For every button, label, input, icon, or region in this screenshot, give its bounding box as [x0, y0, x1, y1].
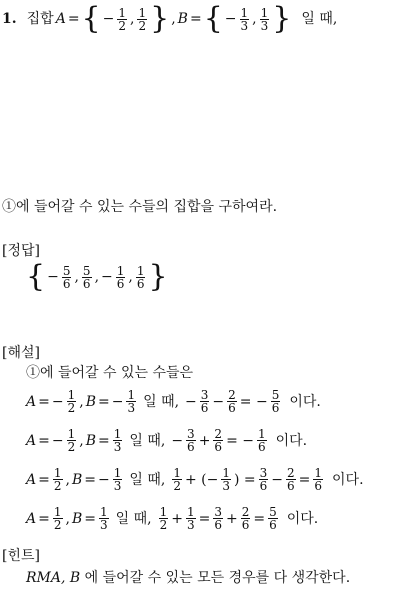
numerator: 1	[116, 263, 125, 278]
denominator: 6	[228, 401, 236, 415]
denominator: 2	[67, 440, 76, 454]
numerator: 1	[159, 505, 168, 519]
denominator: 3	[99, 518, 108, 532]
fraction	[159, 506, 169, 531]
fraction	[113, 467, 123, 492]
minus-sign: −	[111, 393, 124, 410]
fraction	[62, 265, 72, 290]
minus-sign: −	[47, 269, 59, 285]
numerator: 2	[241, 505, 250, 519]
numerator: 2	[228, 388, 236, 402]
denominator: 3	[113, 440, 122, 454]
operator: +	[198, 432, 211, 449]
denominator: 6	[214, 518, 222, 532]
operator: ) =	[233, 471, 256, 488]
denominator: 2	[53, 518, 62, 532]
when-text: 일 때,	[129, 471, 166, 488]
close-brace: }	[150, 1, 170, 36]
open-brace: {	[203, 1, 223, 36]
numerator: 1	[67, 388, 76, 402]
comma: ,	[74, 269, 79, 285]
equals-sign: =	[67, 11, 80, 27]
var-a: A	[26, 510, 37, 527]
when-text: 일 때,	[115, 510, 152, 527]
minus-sign: −	[101, 269, 113, 285]
denominator: 6	[200, 401, 209, 415]
operator: −	[185, 393, 197, 410]
fraction	[213, 428, 223, 453]
numerator: 5	[271, 388, 280, 402]
fraction	[113, 428, 123, 453]
var-b: B	[85, 432, 96, 449]
numerator: 5	[82, 263, 91, 278]
solution-line	[26, 460, 364, 499]
denominator: 6	[214, 440, 223, 454]
denominator: 2	[159, 518, 168, 532]
fraction	[268, 506, 278, 531]
operator: =	[298, 471, 311, 488]
fraction	[257, 428, 267, 453]
question-text: ①에 들어갈 수 있는 수들의 집합을 구하여라.	[2, 199, 278, 215]
fraction	[53, 506, 63, 531]
answer-items	[47, 265, 146, 290]
numerator: 1	[136, 263, 145, 278]
hint-heading: [힌트]	[2, 548, 40, 564]
fraction	[53, 467, 63, 492]
fraction	[67, 428, 77, 453]
numerator: 3	[200, 388, 209, 402]
fraction	[213, 506, 223, 531]
numerator: 1	[53, 466, 62, 480]
minus-sign: −	[97, 471, 110, 488]
fraction: $\frac{1}{2}$	[118, 5, 127, 33]
comma: ,	[79, 393, 84, 410]
fraction	[259, 467, 269, 492]
comma: ,	[94, 269, 100, 285]
operator: +	[225, 510, 238, 527]
fraction	[186, 506, 196, 531]
numerator: 1	[173, 466, 181, 480]
denominator: 3	[127, 401, 136, 415]
when-text: 일 때,	[129, 432, 166, 449]
var-b: B	[71, 510, 83, 527]
close-brace: }	[148, 259, 168, 294]
comma: ,	[252, 11, 257, 27]
minus-sign: −	[102, 11, 115, 27]
denominator: 6	[287, 479, 295, 493]
operator: −	[212, 393, 225, 410]
operator: = −	[239, 393, 268, 410]
var-b: B	[71, 471, 83, 488]
numerator: 3	[214, 505, 222, 519]
var-a: A	[26, 432, 37, 449]
denominator: 6	[136, 276, 145, 291]
fraction	[136, 265, 146, 290]
numerator: 5	[62, 263, 71, 278]
fraction	[200, 389, 210, 414]
hint-line	[26, 570, 350, 586]
problem-text-when: 일 때,	[301, 11, 338, 27]
equals-sign: =	[38, 432, 50, 449]
fraction	[221, 467, 231, 492]
denominator: 6	[82, 276, 91, 291]
fraction	[286, 467, 296, 492]
denominator: 2	[67, 401, 76, 415]
numerator: 5	[269, 505, 277, 519]
denominator: 6	[187, 440, 195, 454]
problem-text-set: 집합	[26, 11, 54, 27]
fraction	[67, 389, 77, 414]
fraction	[116, 265, 126, 290]
equals-sign: =	[38, 471, 50, 488]
denominator: 3	[222, 479, 230, 493]
var-a: A	[26, 393, 37, 410]
solution-intro: ①에 들어갈 수 있는 수들은	[26, 365, 194, 381]
denominator: 2	[53, 479, 62, 493]
close-brace: }	[272, 1, 292, 36]
minus-sign: −	[51, 393, 64, 410]
comma: ,	[171, 11, 176, 27]
numerator: 3	[187, 427, 195, 441]
fraction	[172, 467, 182, 492]
fraction	[227, 389, 237, 414]
denominator: 3	[113, 479, 122, 493]
equals-sign: =	[84, 510, 96, 527]
operator: = −	[226, 432, 254, 449]
numerator: 2	[287, 466, 295, 480]
fraction	[82, 265, 92, 290]
minus-sign: −	[51, 432, 64, 449]
set-b-label: B	[177, 11, 188, 27]
numerator: 1	[53, 505, 62, 519]
comma: ,	[79, 432, 84, 449]
denominator: 6	[314, 479, 323, 493]
operator: =	[253, 510, 266, 527]
numerator: 1	[67, 427, 76, 441]
operator: −	[271, 471, 283, 488]
end-text: 이다.	[332, 471, 364, 488]
denominator: 2	[173, 479, 181, 493]
numerator: 2	[214, 427, 223, 441]
numerator: 1	[113, 466, 122, 480]
end-text: 이다.	[275, 432, 308, 449]
solution-heading: [해설]	[2, 345, 40, 361]
operator: +	[171, 510, 183, 527]
fraction	[126, 389, 136, 414]
fraction	[313, 467, 323, 492]
var-b: B	[85, 393, 96, 410]
fraction	[186, 428, 196, 453]
denominator: 6	[257, 440, 266, 454]
denominator: 6	[62, 276, 71, 291]
comma: ,	[130, 11, 135, 27]
fraction	[271, 389, 281, 414]
comma: ,	[128, 269, 133, 285]
numerator: 1	[113, 427, 122, 441]
fraction: $\frac{1}{2}$	[138, 5, 147, 33]
answer-set	[26, 259, 168, 294]
open-brace: {	[81, 1, 101, 36]
comma: ,	[65, 510, 70, 527]
equals-sign: =	[97, 393, 110, 410]
problem-number: 1.	[2, 11, 17, 27]
fraction	[241, 506, 251, 531]
end-text: 이다.	[289, 393, 321, 410]
denominator: 6	[116, 276, 125, 291]
problem-statement	[2, 1, 338, 36]
numerator: 1	[257, 427, 266, 441]
numerator: 1	[314, 466, 323, 480]
numerator: 1	[127, 388, 136, 402]
solution-line	[26, 382, 364, 421]
when-text: 일 때,	[143, 393, 180, 410]
fraction: $\frac{1}{3}$	[260, 5, 269, 33]
fraction: $\frac{1}{3}$	[240, 5, 249, 33]
end-text: 이다.	[286, 510, 319, 527]
denominator: 6	[269, 518, 277, 532]
fraction	[99, 506, 109, 531]
numerator: 1	[222, 466, 230, 480]
equals-sign: =	[84, 471, 96, 488]
solution-lines	[26, 382, 364, 538]
numerator: 3	[259, 466, 268, 480]
solution-line	[26, 421, 364, 460]
minus-sign: −	[224, 11, 237, 27]
denominator: 6	[259, 479, 268, 493]
operator: −	[171, 432, 184, 449]
open-brace: {	[26, 259, 46, 294]
set-a-label: A	[55, 11, 66, 27]
numerator: 1	[99, 505, 108, 519]
denominator: 3	[186, 518, 195, 532]
answer-heading: [정답]	[2, 243, 40, 259]
solution-line	[26, 499, 364, 538]
numerator: 1	[186, 505, 195, 519]
denominator: 6	[241, 518, 250, 532]
operator: + (−	[184, 471, 219, 488]
var-a: A	[26, 471, 37, 488]
equals-sign: =	[38, 510, 50, 527]
denominator: 6	[271, 401, 280, 415]
operator: =	[198, 510, 211, 527]
equals-sign: =	[38, 393, 50, 410]
equals-sign: =	[189, 11, 202, 27]
comma: ,	[65, 471, 70, 488]
hint-text: 에 들어갈 수 있는 모든 경우를 다 생각한다.	[84, 570, 351, 586]
hint-prefix: RMA, B	[26, 570, 81, 586]
equals-sign: =	[97, 432, 110, 449]
